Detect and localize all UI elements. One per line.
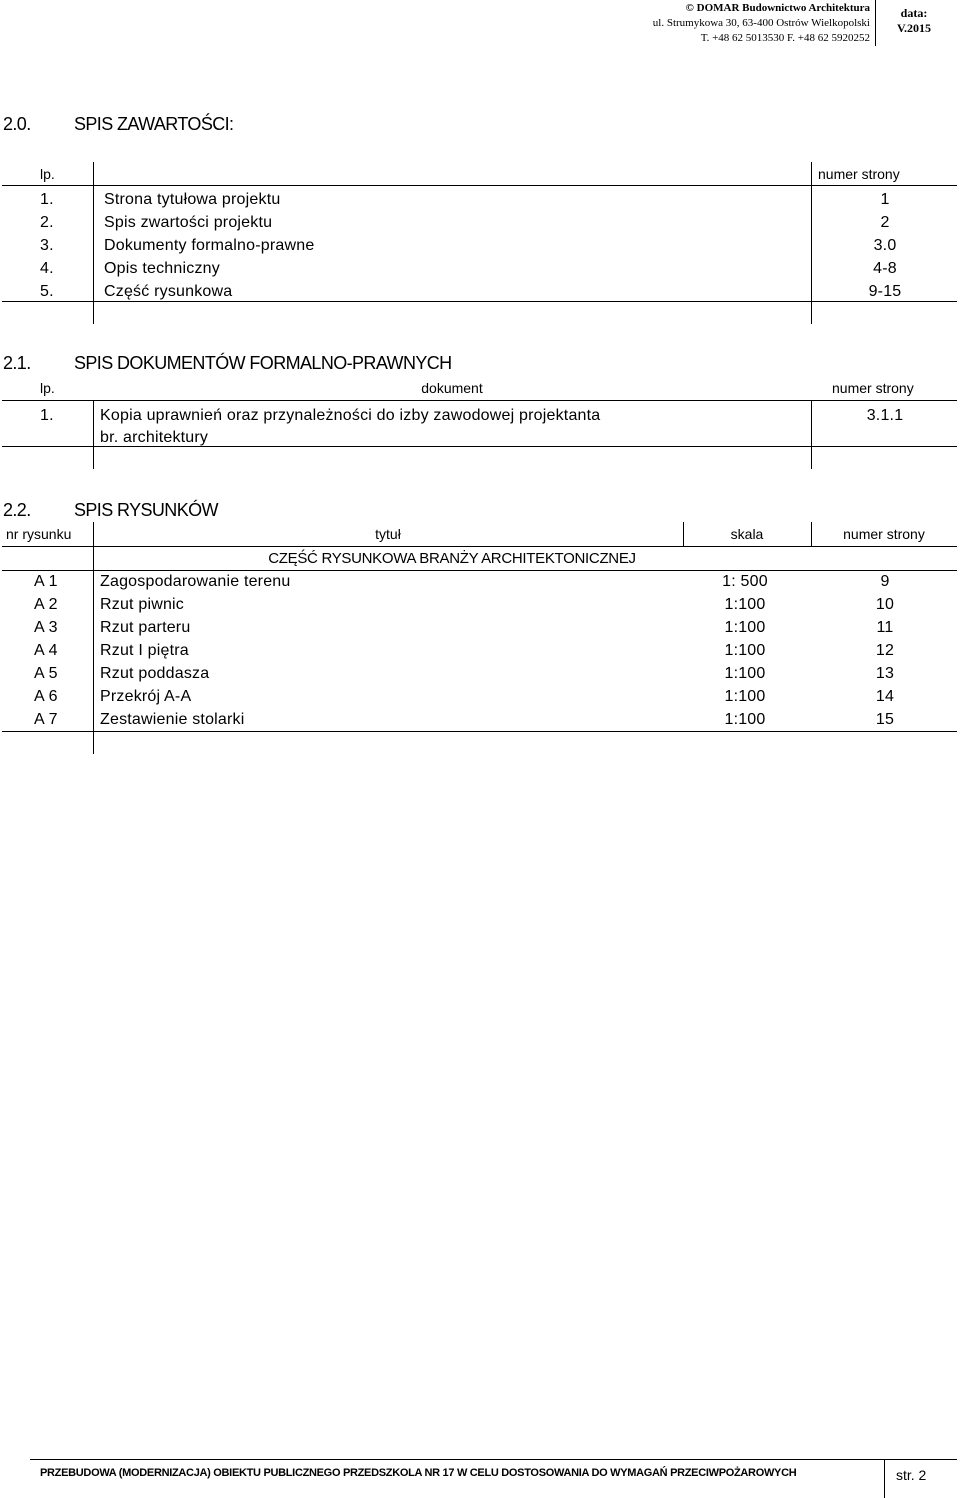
drawing-nr: A 7 xyxy=(34,711,58,728)
toc-row-page: 9-15 xyxy=(868,283,902,300)
toc-row-name: Opis techniczny xyxy=(104,260,220,277)
date-label: data: xyxy=(900,6,928,20)
docs-header-rule xyxy=(2,400,957,401)
toc-title: SPIS ZAWARTOŚCI: xyxy=(74,114,234,134)
docs-title: SPIS DOKUMENTÓW FORMALNO-PRAWNYCH xyxy=(74,353,452,373)
docs-row-line2: br. architektury xyxy=(100,429,209,446)
toc-row-name: Strona tytułowa projektu xyxy=(104,191,281,208)
toc-row-page: 3.0 xyxy=(873,237,897,254)
drawing-scale: 1: 500 xyxy=(722,573,768,590)
drawings-col-title: tytuł xyxy=(375,526,401,542)
docs-col-divider-left xyxy=(93,401,94,469)
drawings-header-rule xyxy=(2,546,957,547)
drawings-group-title: CZĘŚĆ RYSUNKOWA BRANŻY ARCHITEKTONICZNEJ xyxy=(268,550,636,567)
drawing-scale: 1:100 xyxy=(724,642,766,659)
toc-row-page: 1 xyxy=(880,191,890,208)
company-info xyxy=(620,1,870,46)
drawings-col-nr: nr rysunku xyxy=(6,526,72,542)
company-address: ul. Strumykowa 30, 63-400 Ostrów Wielkopolski xyxy=(652,17,870,29)
toc-row-lp: 1. xyxy=(40,191,54,208)
drawings-number: 2.2. xyxy=(3,500,31,520)
footer-divider xyxy=(884,1459,885,1498)
toc-row-page: 4-8 xyxy=(873,260,897,277)
date-box xyxy=(878,6,950,36)
drawing-page: 11 xyxy=(876,619,894,636)
drawing-page: 15 xyxy=(875,711,895,728)
date-value: V.2015 xyxy=(896,21,932,35)
drawing-title: Rzut piwnic xyxy=(100,596,185,613)
drawing-page: 14 xyxy=(875,688,895,705)
drawing-scale: 1:100 xyxy=(724,619,766,636)
drawing-nr: A 4 xyxy=(34,642,58,659)
drawing-title: Zestawienie stolarki xyxy=(100,711,245,728)
drawing-scale: 1:100 xyxy=(724,688,766,705)
drawing-nr: A 5 xyxy=(34,665,58,682)
toc-row-page: 2 xyxy=(880,214,890,231)
drawing-title: Rzut I piętra xyxy=(100,642,189,659)
footer-page-number: str. 2 xyxy=(896,1467,927,1483)
docs-row-lp: 1. xyxy=(40,407,54,424)
drawings-col-scale: skala xyxy=(730,526,764,542)
footer-rule xyxy=(30,1459,957,1460)
drawings-title: SPIS RYSUNKÓW xyxy=(74,500,218,520)
drawings-bottom-rule xyxy=(2,731,957,732)
docs-row-line1: Kopia uprawnień oraz przynależności do izby zawodowej projektanta xyxy=(100,407,601,424)
toc-number: 2.0. xyxy=(3,114,31,134)
toc-row-name: Część rysunkowa xyxy=(104,283,233,300)
drawing-nr: A 2 xyxy=(34,596,58,613)
toc-row-lp: 4. xyxy=(40,260,54,277)
drawing-nr: A 1 xyxy=(34,573,58,590)
toc-col-divider-right xyxy=(811,162,812,324)
drawing-nr: A 6 xyxy=(34,688,58,705)
drawing-nr: A 3 xyxy=(34,619,58,636)
drawing-title: Przekrój A-A xyxy=(100,688,192,705)
toc-row-lp: 3. xyxy=(40,237,54,254)
toc-row-name: Spis zwartości projektu xyxy=(104,214,273,231)
docs-row-page: 3.1.1 xyxy=(866,407,904,424)
footer-project-title: PRZEBUDOWA (MODERNIZACJA) OBIEKTU PUBLICZNEGO PRZEDSZKOLA NR 17 W CELU DOSTOSOWANIA DO WYMAGAŃ PRZECIWPOŻAROWYCH xyxy=(40,1467,797,1479)
toc-col-divider-left xyxy=(93,162,94,324)
toc-row-lp: 2. xyxy=(40,214,54,231)
header-divider xyxy=(875,0,876,46)
company-name: © DOMAR Budownictwo Architektura xyxy=(685,2,870,14)
drawings-col-page: numer strony xyxy=(843,526,925,542)
drawing-page: 10 xyxy=(875,596,895,613)
docs-col-divider-right xyxy=(811,401,812,469)
drawing-page: 13 xyxy=(875,665,895,682)
toc-col-page: numer strony xyxy=(818,166,900,182)
drawing-title: Rzut parteru xyxy=(100,619,191,636)
docs-col-page: numer strony xyxy=(832,380,914,396)
drawing-page: 12 xyxy=(875,642,895,659)
docs-col-doc: dokument xyxy=(421,380,483,396)
toc-col-lp: lp. xyxy=(40,166,55,182)
drawing-page: 9 xyxy=(880,573,890,590)
docs-col-lp: lp. xyxy=(40,380,55,396)
drawing-scale: 1:100 xyxy=(724,665,766,682)
drawing-title: Zagospodarowanie terenu xyxy=(100,573,291,590)
toc-row-name: Dokumenty formalno-prawne xyxy=(104,237,315,254)
company-contact: T. +48 62 5013530 F. +48 62 5920252 xyxy=(700,32,870,44)
drawing-scale: 1:100 xyxy=(724,711,766,728)
toc-header-rule xyxy=(2,185,957,186)
docs-number: 2.1. xyxy=(3,353,31,373)
drawing-scale: 1:100 xyxy=(724,596,766,613)
drawing-title: Rzut poddasza xyxy=(100,665,210,682)
toc-row-lp: 5. xyxy=(40,283,54,300)
